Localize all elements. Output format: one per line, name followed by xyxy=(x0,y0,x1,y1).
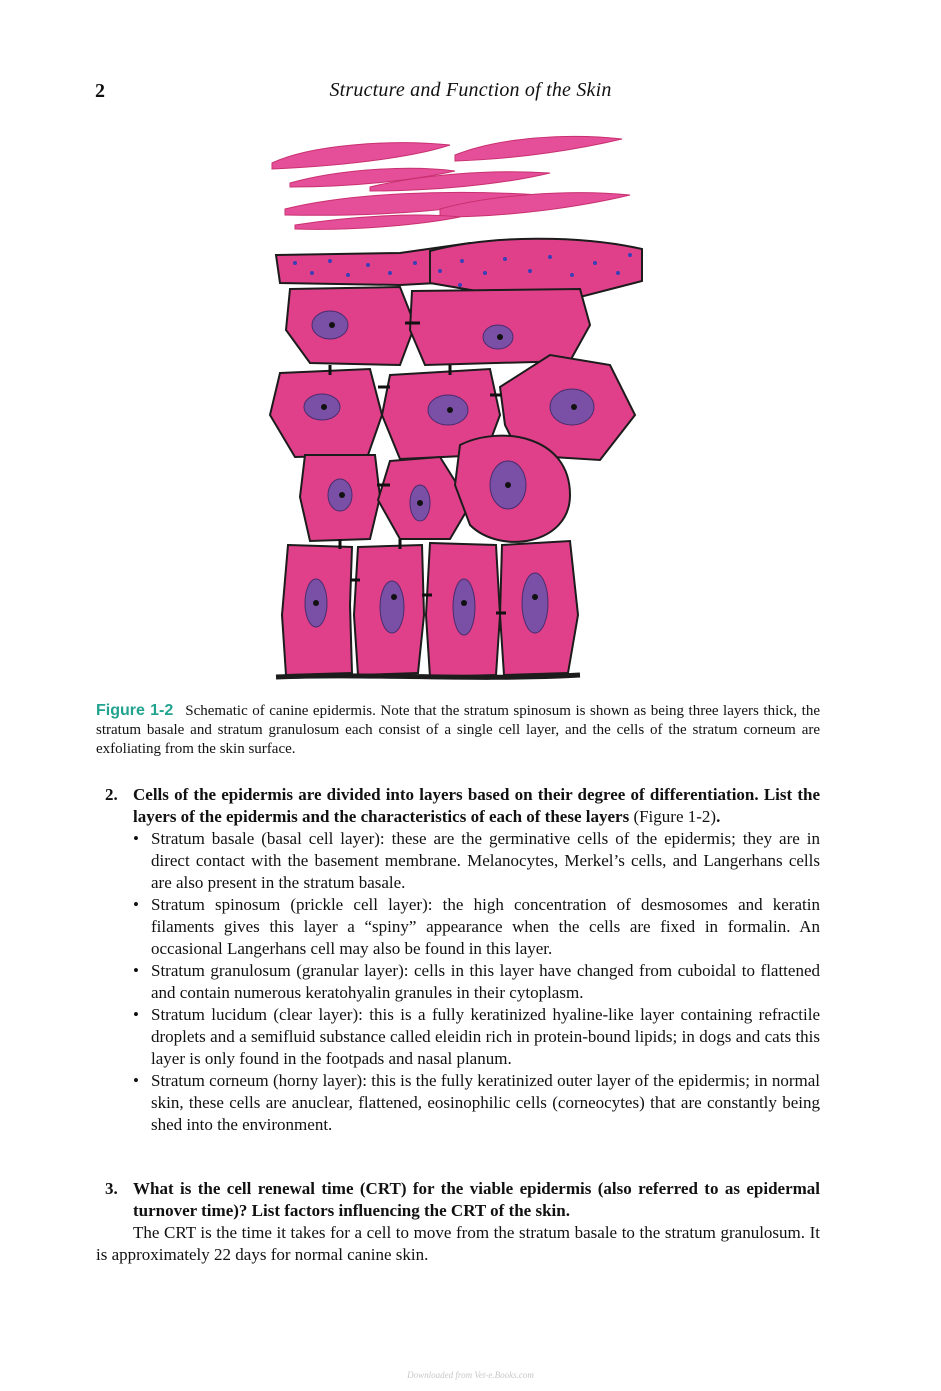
question-number: 3. xyxy=(105,1179,118,1198)
question-text: Cells of the epidermis are divided into layers based on their degree of differentiation. List the layers of the epidermis and the characteristics of each of these layers xyxy=(133,785,820,826)
spinous-cell xyxy=(286,287,415,365)
figure-epidermis-schematic xyxy=(250,125,660,690)
question-number: 2. xyxy=(105,785,118,804)
nucleus xyxy=(522,573,548,633)
answer-paragraph: The CRT is the time it takes for a cell to move from the stratum basale to the stratum granulosum. It is approximately 22 days for normal canine skin. xyxy=(96,1223,820,1264)
basement-membrane xyxy=(276,675,580,677)
list-item: • Stratum corneum (horny layer): this is the fully keratinized outer layer of the epidermis; in normal skin, these cells are anuclear, flattened, eosinophilic cells (corneocytes) that are constantly being shed into the environment. xyxy=(151,1070,820,1136)
corneum-cell xyxy=(295,215,460,229)
list-item: • Stratum spinosum (prickle cell layer): the high concentration of desmosomes and keratin filaments gives this layer a “spiny” appearance when the cells are fixed in formalin. An occasional Langerhans cell may also be found in this layer. xyxy=(151,894,820,960)
figure-reference: (Figure 1-2) xyxy=(633,807,717,826)
list-item: • Stratum lucidum (clear layer): this is a fully keratinized hyaline-like layer containing refractile droplets and a semifluid substance called eleidin rich in protein-bound lipids; in dogs and cats this layer is only found in the footpads and nasal planum. xyxy=(151,1004,820,1070)
question-3 xyxy=(96,1178,820,1266)
layer-list xyxy=(96,828,820,1136)
page-number: 2 xyxy=(95,80,105,102)
epidermis-illustration xyxy=(250,125,660,690)
nucleus xyxy=(380,581,404,633)
watermark: Downloaded from Vet-e.Books.com xyxy=(407,1370,534,1380)
question-2 xyxy=(96,784,820,1136)
figure-caption-text: Schematic of canine epidermis. Note that the stratum spinosum is shown as being three layers thick, the stratum basale and stratum granulosum each consist of a single cell layer, and the cells of the stratum corneum are exfoliating from the skin surface. xyxy=(96,703,820,757)
nucleus xyxy=(453,579,475,635)
list-item: • Stratum basale (basal cell layer): these are the germinative cells of the epidermis; they are in direct contact with the basement membrane. Melanocytes, Merkel’s cells, and Langerhans cells are also present in the stratum basale. xyxy=(151,828,820,894)
question-heading xyxy=(96,1178,820,1222)
question-text: What is the cell renewal time (CRT) for the viable epidermis (also referred to as epidermal turnover time)? List factors influencing the CRT of the skin. xyxy=(133,1179,820,1220)
stratum-corneum-cells xyxy=(272,136,630,229)
figure-label: Figure 1-2 xyxy=(96,702,174,719)
question-end: . xyxy=(716,807,721,826)
corneum-cell xyxy=(272,143,450,169)
list-item: • Stratum granulosum (granular layer): cells in this layer have changed from cuboidal to flattened and contain numerous keratohyalin granules in their cytoplasm. xyxy=(151,960,820,1004)
question-heading xyxy=(96,784,820,828)
corneum-cell xyxy=(455,136,622,161)
granular-cell xyxy=(430,239,642,297)
figure-caption xyxy=(96,701,820,759)
running-head: Structure and Function of the Skin xyxy=(329,79,612,101)
